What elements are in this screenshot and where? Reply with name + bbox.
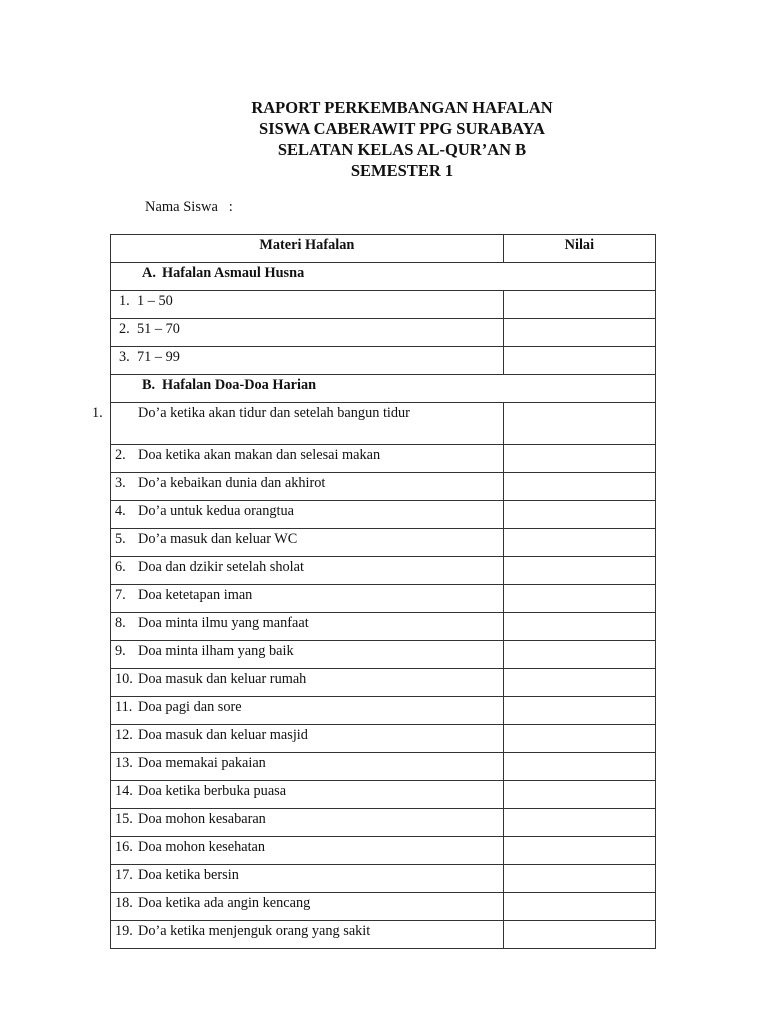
item-text: Do’a masuk dan keluar WC (138, 531, 298, 547)
table-body (92, 263, 656, 949)
title-line-4: SEMESTER 1 (350, 161, 454, 180)
nilai-cell[interactable] (503, 585, 655, 613)
materi-cell (111, 837, 504, 865)
item-number: 12. (115, 727, 133, 743)
materi-cell (111, 473, 504, 501)
item-number: 15. (115, 811, 133, 827)
title-line-3: SELATAN KELAS AL-QUR’AN B (277, 140, 527, 159)
section-a-title (111, 263, 656, 291)
item-number: 3. (119, 349, 130, 365)
item-wrap (92, 404, 503, 423)
item-number: 10. (115, 671, 133, 687)
item-hang (92, 404, 413, 423)
nilai-cell[interactable] (503, 725, 655, 753)
page-title (0, 97, 768, 181)
nilai-cell[interactable] (503, 697, 655, 725)
materi-cell (111, 753, 504, 781)
table-row (111, 837, 656, 865)
nilai-cell[interactable] (503, 445, 655, 473)
item-text: Doa mohon kesabaran (138, 811, 266, 827)
item-text: Doa memakai pakaian (138, 755, 266, 771)
nilai-cell[interactable] (503, 347, 655, 375)
materi-cell (111, 865, 504, 893)
materi-cell (111, 347, 504, 375)
nilai-cell[interactable] (503, 921, 655, 949)
item-text: Do’a ketika akan tidur dan setelah bangun tidur (138, 405, 410, 421)
materi-cell (111, 893, 504, 921)
materi-cell (111, 529, 504, 557)
section-b-text: Hafalan Doa-Doa Harian (162, 377, 317, 393)
nilai-cell[interactable] (503, 865, 655, 893)
student-name-label: Nama Siswa : (145, 199, 233, 215)
materi-cell (111, 557, 504, 585)
table-row (111, 319, 656, 347)
table-row (111, 893, 656, 921)
item-number: 4. (115, 503, 126, 519)
nilai-cell[interactable] (503, 613, 655, 641)
item-number: 1. (119, 293, 130, 309)
nilai-cell[interactable] (503, 473, 655, 501)
nilai-cell[interactable] (503, 529, 655, 557)
table-row (111, 557, 656, 585)
table-row (111, 473, 656, 501)
item-number: 7. (115, 587, 126, 603)
item-text: Do’a ketika menjenguk orang yang sakit (138, 923, 371, 939)
table-row (111, 753, 656, 781)
section-b-letter: B. (142, 377, 156, 393)
item-number: 13. (115, 755, 133, 771)
materi-cell (111, 669, 504, 697)
item-text: 51 – 70 (137, 321, 180, 337)
materi-cell (111, 291, 504, 319)
materi-cell (111, 613, 504, 641)
materi-cell (111, 921, 504, 949)
materi-cell (111, 319, 504, 347)
report-table (92, 234, 656, 949)
item-number: 18. (115, 895, 133, 911)
table-header-row (111, 235, 656, 263)
title-line-1: RAPORT PERKEMBANGAN HAFALAN (251, 98, 553, 117)
section-a-text: Hafalan Asmaul Husna (162, 265, 305, 281)
nilai-cell[interactable] (503, 669, 655, 697)
materi-cell (111, 781, 504, 809)
item-number: 16. (115, 839, 133, 855)
materi-cell (111, 725, 504, 753)
item-text: Doa masuk dan keluar rumah (138, 671, 307, 687)
item-number: 9. (115, 643, 126, 659)
item-text: Doa masuk dan keluar masjid (138, 727, 308, 743)
item-text: Doa minta ilmu yang manfaat (138, 615, 309, 631)
materi-cell (92, 403, 504, 445)
item-number: 3. (115, 475, 126, 491)
item-number: 19. (115, 923, 133, 939)
section-b-title (111, 375, 656, 403)
table-row (111, 403, 656, 445)
item-number: 11. (115, 699, 133, 715)
item-text: 1 – 50 (137, 293, 173, 309)
table-row (111, 613, 656, 641)
item-text: Doa ketika bersin (138, 867, 239, 883)
nilai-cell[interactable] (503, 837, 655, 865)
table-row (111, 781, 656, 809)
item-number: 8. (115, 615, 126, 631)
item-number: 5. (115, 531, 126, 547)
nilai-cell[interactable] (503, 501, 655, 529)
table-row (111, 585, 656, 613)
table-row (111, 529, 656, 557)
table-row (111, 865, 656, 893)
table-row (111, 641, 656, 669)
nilai-cell[interactable] (503, 403, 655, 445)
nilai-cell[interactable] (503, 893, 655, 921)
item-number: 2. (115, 447, 126, 463)
nilai-cell[interactable] (503, 781, 655, 809)
item-number: 1. (92, 405, 103, 421)
table-row (111, 725, 656, 753)
table-row (111, 291, 656, 319)
header-nilai: Nilai (503, 235, 655, 263)
item-text: Doa dan dzikir setelah sholat (138, 559, 304, 575)
item-number: 2. (119, 321, 130, 337)
title-line-2: SISWA CABERAWIT PPG SURABAYA (259, 119, 545, 138)
materi-cell (111, 809, 504, 837)
item-text: Do’a kebaikan dunia dan akhirot (138, 475, 326, 491)
section-a-row (111, 263, 656, 291)
nilai-cell[interactable] (503, 557, 655, 585)
table-row (111, 921, 656, 949)
item-text: Doa minta ilham yang baik (138, 643, 294, 659)
materi-cell (111, 501, 504, 529)
materi-cell (111, 697, 504, 725)
nilai-cell[interactable] (503, 809, 655, 837)
materi-cell (111, 585, 504, 613)
item-number: 14. (115, 783, 133, 799)
item-text: Doa ketika berbuka puasa (138, 783, 287, 799)
item-text: Doa pagi dan sore (138, 699, 242, 715)
table-row (111, 697, 656, 725)
item-text: Do’a untuk kedua orangtua (138, 503, 295, 519)
nilai-cell[interactable] (503, 319, 655, 347)
nilai-cell[interactable] (503, 641, 655, 669)
materi-cell (111, 445, 504, 473)
materi-cell (111, 641, 504, 669)
table-row (111, 501, 656, 529)
table-row (111, 669, 656, 697)
table-row (111, 347, 656, 375)
item-text: 71 – 99 (137, 349, 180, 365)
item-text: Doa ketetapan iman (138, 587, 253, 603)
item-text: Doa ketika ada angin kencang (138, 895, 311, 911)
section-a-letter: A. (142, 265, 156, 281)
item-text: Doa ketika akan makan dan selesai makan (138, 447, 381, 463)
item-number: 6. (115, 559, 126, 575)
nilai-cell[interactable] (503, 753, 655, 781)
item-text: Doa mohon kesehatan (138, 839, 266, 855)
nilai-cell[interactable] (503, 291, 655, 319)
section-b-row (111, 375, 656, 403)
table-row (111, 445, 656, 473)
table-row (111, 809, 656, 837)
header-materi: Materi Hafalan (111, 235, 504, 263)
item-number: 17. (115, 867, 133, 883)
